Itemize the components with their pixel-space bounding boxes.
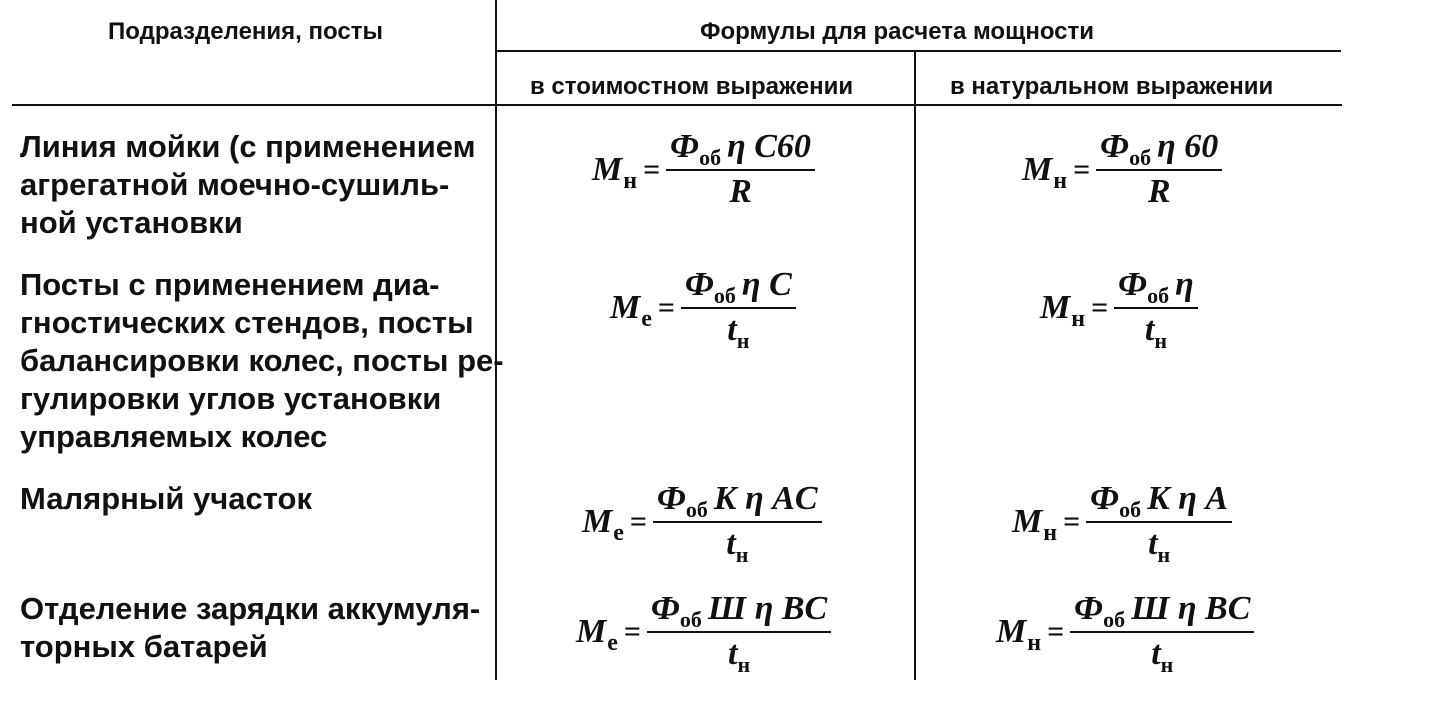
row-2-name (20, 266, 504, 456)
row-4-name-line: Отделение зарядки аккумуля- (20, 591, 481, 626)
formula-lhs: $M_е$ (582, 502, 624, 546)
fraction (1070, 590, 1254, 677)
fraction-numerator: $Ф_{об}$ η 60 (1096, 128, 1222, 171)
fraction-denominator: $t_н$ (727, 311, 750, 353)
row-4-formula-natural (996, 590, 1254, 677)
row-2-formula-natural (1040, 266, 1198, 353)
fraction (1086, 480, 1232, 567)
fraction-numerator: $Ф_{об}$ η C60 (666, 128, 815, 171)
fraction (1096, 128, 1222, 211)
header-formulas-title: Формулы для расчета мощности (700, 18, 1095, 45)
fraction-numerator: $Ф_{об}$ Ш η BC (647, 590, 831, 633)
fraction (666, 128, 815, 211)
formula-lhs: $M_н$ (1022, 150, 1068, 194)
equals-sign: = (657, 290, 675, 324)
row-2-name-line: Посты с применением диа- (20, 267, 440, 302)
equals-sign: = (1063, 504, 1081, 538)
fraction-denominator: $t_н$ (726, 525, 749, 567)
row-4-name (20, 590, 480, 666)
fraction-numerator: $Ф_{об}$ η (1114, 266, 1198, 309)
fraction (1114, 266, 1198, 353)
row-1-name-line: агрегатной моечно-сушиль- (20, 167, 450, 202)
fraction (681, 266, 796, 353)
row-3-name-line: Малярный участок (20, 481, 312, 516)
fraction-numerator: $Ф_{об}$ η C (681, 266, 796, 309)
equals-sign: = (1073, 152, 1091, 186)
row-1-name-line: ной установки (20, 205, 243, 240)
header-col-cost: в стоимостном выражении (530, 73, 854, 100)
fraction-denominator: R (729, 173, 752, 210)
fraction-denominator: $t_н$ (1144, 311, 1168, 353)
fraction-denominator: $t_н$ (1151, 635, 1174, 677)
vertical-rule-sub (914, 52, 916, 680)
equals-sign: = (1047, 614, 1065, 648)
fraction-numerator: $Ф_{об}$ K η AC (653, 480, 822, 523)
row-2-name-line: гулировки углов установки (20, 381, 442, 416)
header-col-subdivisions: Подразделения, посты (108, 18, 383, 45)
header-bottom-rule (12, 104, 1342, 106)
row-1-name (20, 128, 476, 242)
formula-lhs: $M_е$ (576, 612, 618, 656)
equals-sign: = (643, 152, 661, 186)
row-1-name-line: Линия мойки (с применением (20, 129, 476, 164)
row-2-name-line: гностических стендов, посты (20, 305, 474, 340)
row-3-name (20, 480, 312, 518)
equals-sign: = (623, 614, 641, 648)
fraction-numerator: $Ф_{об}$ Ш η BC (1070, 590, 1254, 633)
header-col-natural: в натуральном выражении (950, 73, 1274, 100)
row-4-formula-cost (576, 590, 831, 677)
row-3-formula-natural (1012, 480, 1232, 567)
equals-sign: = (1091, 290, 1109, 324)
row-4-name-line: торных батарей (20, 629, 268, 664)
fraction-denominator: R (1147, 173, 1171, 210)
formula-lhs: $M_н$ (1012, 502, 1058, 546)
formula-lhs: $M_е$ (610, 288, 652, 332)
row-2-name-line: управляемых колес (20, 419, 328, 454)
equals-sign: = (629, 504, 647, 538)
fraction (653, 480, 822, 567)
header-subrule (497, 50, 1341, 52)
fraction-denominator: $t_н$ (728, 635, 751, 677)
row-1-formula-cost (592, 128, 815, 211)
fraction-numerator: $Ф_{об}$ K η A (1086, 480, 1232, 523)
fraction-denominator: $t_н$ (1148, 525, 1171, 567)
formula-lhs: $M_н$ (592, 150, 638, 194)
row-1-formula-natural (1022, 128, 1222, 211)
row-2-formula-cost (610, 266, 796, 353)
fraction (647, 590, 831, 677)
formula-lhs: $M_н$ (1040, 288, 1086, 332)
formula-lhs: $M_н$ (996, 612, 1042, 656)
row-3-formula-cost (582, 480, 822, 567)
row-2-name-line: балансировки колес, посты ре- (20, 343, 504, 378)
